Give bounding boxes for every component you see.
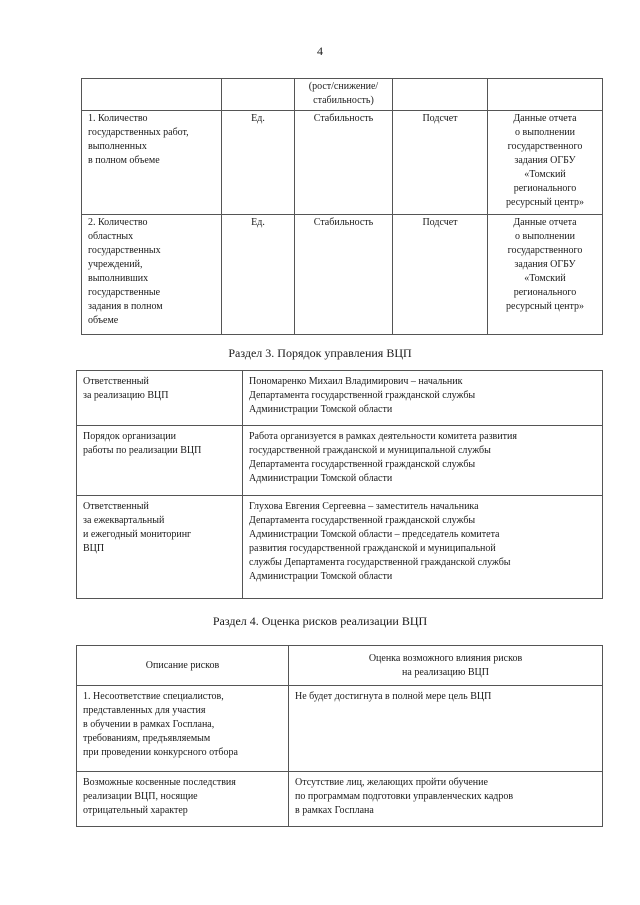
risks-table	[76, 645, 603, 827]
risk-description: 1. Несоответствие специалистов, представленных для участия в обучении в рамках Госплана, требованиям, предъявляемым при проведении конкурсного отбора	[77, 686, 289, 772]
risk-header: Описание рисков	[77, 646, 289, 686]
table-row	[82, 215, 603, 335]
row-label: Порядок организации работы по реализации ВЦП	[77, 426, 243, 496]
risk-impact: Отсутствие лиц, желающих пройти обучение по программам подготовки управленческих кадров в рамках Госплана	[289, 772, 603, 827]
impact-header: Оценка возможного влияния рисков на реализацию ВЦП	[289, 646, 603, 686]
risk-description: Возможные косвенные последствия реализации ВЦП, носящие отрицательный характер	[77, 772, 289, 827]
indicator-trend: Стабильность	[295, 111, 393, 215]
indicator-name: 1. Количество государственных работ, выполненных в полном объеме	[82, 111, 222, 215]
indicator-method: Подсчет	[393, 215, 488, 335]
indicator-name: 2. Количество областных государственных учреждений, выполнивших государственные задания в полном объеме	[82, 215, 222, 335]
management-table	[76, 370, 603, 599]
risk-impact: Не будет достигнута в полной мере цель ВЦП	[289, 686, 603, 772]
table-row	[77, 686, 603, 772]
row-value: Работа организуется в рамках деятельности комитета развития государственной гражданской и муниципальной службы Департамента государственной гражданской службы Администрации Томской области	[243, 426, 603, 496]
indicators-table	[81, 78, 603, 335]
trend-header-tail: (рост/снижение/ стабильность)	[295, 79, 393, 111]
table-row	[77, 371, 603, 426]
indicator-unit: Ед.	[222, 215, 295, 335]
table-row	[77, 426, 603, 496]
table-row	[82, 79, 603, 111]
section4-title: Раздел 4. Оценка рисков реализации ВЦП	[212, 614, 428, 628]
section3-title: Раздел 3. Порядок управления ВЦП	[228, 346, 412, 360]
row-value: Пономаренко Михаил Владимирович – начальник Департамента государственной гражданской службы Администрации Томской области	[243, 371, 603, 426]
row-label: Ответственный за реализацию ВЦП	[77, 371, 243, 426]
indicator-source: Данные отчета о выполнении государственного задания ОГБУ «Томский регионального ресурсный центр»	[488, 215, 603, 335]
row-label: Ответственный за ежеквартальный и ежегодный мониторинг ВЦП	[77, 496, 243, 599]
indicator-unit: Ед.	[222, 111, 295, 215]
indicator-method: Подсчет	[393, 111, 488, 215]
page-number: 4	[317, 44, 323, 58]
table-header-row	[77, 646, 603, 686]
table-row	[82, 111, 603, 215]
table-row	[77, 772, 603, 827]
indicator-trend: Стабильность	[295, 215, 393, 335]
table-row	[77, 496, 603, 599]
indicator-source: Данные отчета о выполнении государственного задания ОГБУ «Томский регионального ресурсный центр»	[488, 111, 603, 215]
row-value: Глухова Евгения Сергеевна – заместитель начальника Департамента государственной гражданской службы Администрации Томской области – председатель комитета развития государственной гражданской и муниципальной службы Департамента государственной гражданской службы Администрации Томской области	[243, 496, 603, 599]
